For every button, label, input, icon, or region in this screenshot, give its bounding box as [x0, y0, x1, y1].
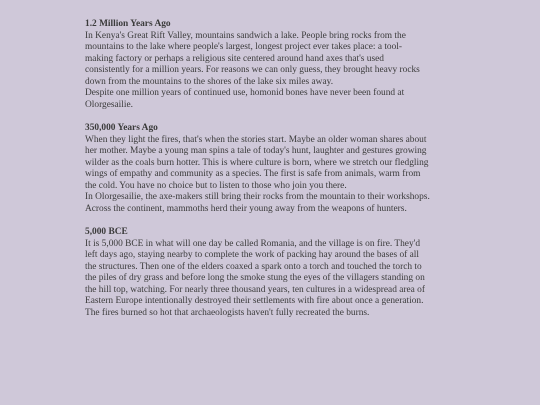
section-350000-years-ago [85, 123, 430, 215]
paragraph: In Olorgesailie, the axe-makers still bring their rocks from the mountain to their workshops. [85, 192, 430, 202]
paragraph: It is 5,000 BCE in what will one day be called Romania, and the village is on fire. They'd left days ago, staying nearby to complete the work of packing hay around the bases of all the structures. Then one of the elders coaxed a spark onto a torch and touched the torch to the piles of dry grass and before long the smoke stung the eyes of the villagers standing on the hill top, watching. For nearly three thousand years, ten cultures in a widespread area of Eastern Europe intentionally destroyed their settlements with fire about once a generation. The fires burned so hot that archaeologists haven't fully recreated the burns. [85, 238, 425, 318]
paragraph: When they light the fires, that's when the stories start. Maybe an older woman shares about her mother. Maybe a young man spins a tale of today's hunt, laughter and gestures growing wilder as the coals burn hotter. This is where culture is born, where we stretch our fledgling wings of empathy and community as a species. The first is safe from animals, warm from the cold. You have no choice but to listen to those who join you there. [85, 134, 429, 191]
paragraph: Across the continent, mammoths herd their young away from the weapons of hunters. [85, 203, 407, 214]
section-heading: 5,000 BCE [85, 227, 128, 237]
document-body [85, 19, 430, 331]
section-heading: 1.2 Million Years Ago [85, 19, 171, 29]
section-5000-bce [85, 227, 430, 319]
paragraph: In Kenya's Great Rift Valley, mountains sandwich a lake. People bring rocks from the mountains to the lake where people's largest, longest project ever takes place: a tool-making factory or perhaps a religious site centered around hand axes that's used consistently for a million years. For reasons we can only guess, they brought heavy rocks down from the mountains to the shores of the lake six miles away. [85, 30, 420, 87]
section-1-2-million-years-ago [85, 19, 430, 111]
section-heading: 350,000 Years Ago [85, 123, 158, 133]
paragraph: Despite one million years of continued use, homonid bones have never been found at Olorgesailie. [85, 88, 405, 110]
